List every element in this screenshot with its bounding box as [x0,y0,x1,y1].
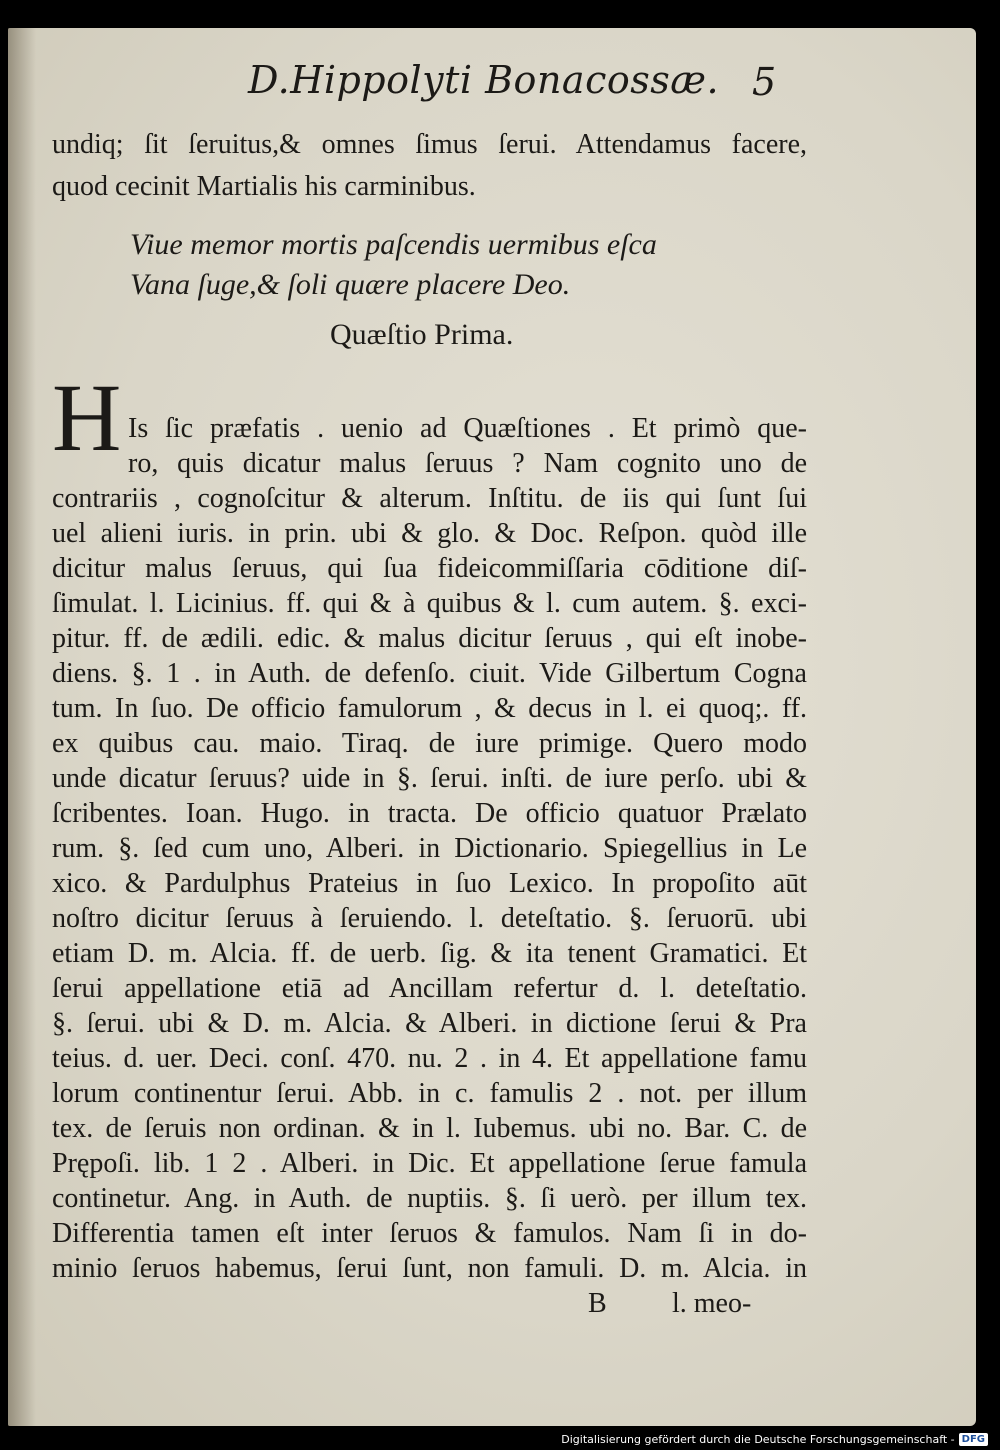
text-line: dicitur malus ſeruus, qui ſua fideicommiſſaria cōditione diſ- [52,553,807,584]
running-title: D.Hippolyti Bonacossæ. [248,58,720,102]
text-line: rum. §. ſed cum uno, Alberi. in Dictionario. Spiegellius in Le [52,833,807,864]
catchword: l. meo- [672,1288,752,1319]
text-line: Prępoſi. lib. 1 2 . Alberi. in Dic. Et appellatione ſerue famula [52,1148,807,1179]
text-line: ex quibus cau. maio. Tiraq. de iure primige. Quero modo [52,728,807,759]
text-line: ſerui appellatione etiā ad Ancillam refertur d. l. deteſtatio. [52,973,807,1004]
text-line: teius. d. uer. Deci. conſ. 470. nu. 2 . in 4. Et appellatione famu [52,1043,807,1074]
text-line: Is ſic præfatis . uenio ad Quæſtiones . Et primò que- [128,413,807,444]
text-line: Differentia tamen eſt inter ſeruos & famulos. Nam ſi in do- [52,1218,807,1249]
text-line: unde dicatur ſeruus? uide in §. ſerui. inſti. de iure perſo. ubi & [52,763,807,794]
text-line: minio ſeruos habemus, ſerui ſunt, non famuli. D. m. Alcia. in [52,1253,807,1284]
digitization-note: Digitalisierung gefördert durch die Deutsche Forschungsgemeinschaft - [561,1433,955,1446]
text-line: pitur. ff. de ædili. edic. & malus dicitur ſeruus , qui eſt inobe- [52,623,807,654]
text-line: ſimulat. l. Licinius. ff. qui & à quibus & l. cum autem. §. exci- [52,588,807,619]
text-line: ſcribentes. Ioan. Hugo. in tracta. De officio quatuor Prælato [52,798,807,829]
text-line: tex. de ſeruis non ordinan. & in l. Iubemus. ubi no. Bar. C. de [52,1113,807,1144]
drop-cap: H [52,364,122,471]
text-line: tum. In ſuo. De officio famulorum , & decus in l. ei quoq;. ff. [52,693,807,724]
text-line: diens. §. 1 . in Auth. de defenſo. ciuit. Vide Gilbertum Cogna [52,658,807,689]
gutter-shadow [8,28,36,1426]
text-line: continetur. Ang. in Auth. de nuptiis. §. ſi uerò. per illum tex. [52,1183,807,1214]
signature-mark: B [588,1288,607,1319]
text-line: contrariis , cognoſcitur & alterum. Inſtitu. de iis qui ſunt ſui [52,483,807,514]
text-line: undiq; ſit ſeruitus,& omnes ſimus ſerui. Attendamus facere, [52,129,807,160]
text-line: lorum continentur ſerui. Abb. in c. famulis 2 . not. per illum [52,1078,807,1109]
folio-number: 5 [752,60,777,104]
text-line: noſtro dicitur ſeruus à ſeruiendo. l. deteſtatio. §. ſeruorū. ubi [52,903,807,934]
verse-line: Viue memor mortis paſcendis uermibus eſca [130,228,657,261]
text-line: etiam D. m. Alcia. ff. de uerb. ſig. & ita tenent Gramatici. Et [52,938,807,969]
text-line: §. ſerui. ubi & D. m. Alcia. & Alberi. in dictione ſerui & Pra [52,1008,807,1039]
text-line: quod cecinit Martialis his carminibus. [52,171,476,202]
text-line: uel alieni iuris. in prin. ubi & glo. & Doc. Reſpon. quòd ille [52,518,807,549]
verse-line: Vana ſuge,& ſoli quære placere Deo. [130,268,571,301]
text-line: xico. & Pardulphus Prateius in ſuo Lexico. In propoſito aūt [52,868,807,899]
digitization-credit [561,1433,988,1446]
dfg-logo-icon: DFG [959,1433,988,1446]
section-heading: Quæſtio Prima. [330,318,514,351]
text-line: ro, quis dicatur malus ſeruus ? Nam cognito uno de [128,448,807,479]
